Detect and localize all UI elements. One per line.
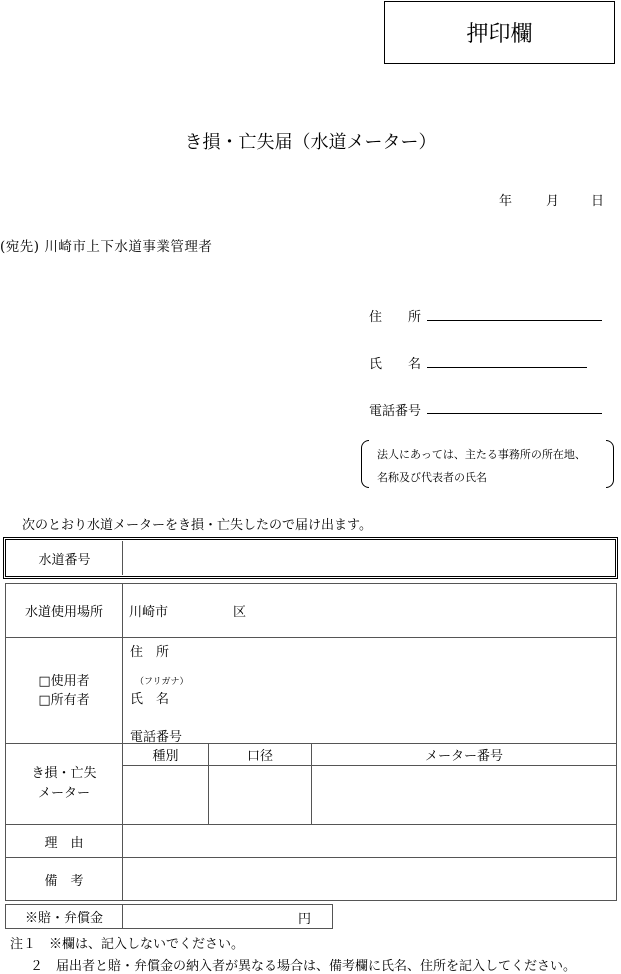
compensation-label bbox=[5, 904, 123, 929]
meter-col-type bbox=[122, 743, 209, 766]
usage-place-input[interactable] bbox=[122, 583, 617, 638]
applicant-name-field[interactable] bbox=[427, 367, 587, 368]
compensation-label-text: ※賠・弁償金 bbox=[24, 911, 103, 926]
party-furigana-label: （フリガナ） bbox=[135, 677, 189, 687]
applicant-phone-field[interactable] bbox=[427, 413, 602, 414]
applicant-address-field[interactable] bbox=[427, 320, 602, 321]
stamp-box-label: 押印欄 bbox=[466, 22, 533, 47]
meter-col-number-text: メーター番号 bbox=[424, 749, 503, 764]
meter-caliber-input[interactable] bbox=[208, 765, 312, 825]
meter-number-input[interactable] bbox=[311, 765, 617, 825]
party-details[interactable] bbox=[122, 637, 617, 744]
corporate-note bbox=[361, 440, 614, 488]
meter-col-caliber-text: 口径 bbox=[246, 749, 273, 764]
party-name-label: 氏 名 bbox=[130, 692, 170, 707]
remarks-label bbox=[5, 857, 123, 901]
meter-label-line1: き損・亡失 bbox=[31, 766, 97, 781]
reason-input[interactable] bbox=[122, 824, 617, 858]
usage-place-ward: 区 bbox=[233, 605, 247, 620]
date-year: 年 bbox=[499, 194, 513, 209]
party-option-user[interactable]: □使用者 bbox=[38, 673, 90, 689]
applicant-address-label: 住 所 bbox=[369, 310, 422, 325]
meter-label-line2: メーター bbox=[37, 786, 90, 801]
note-2: ２ 届出者と賠・弁償金の納入者が異なる場合は、備考欄に氏名、住所を記入してください。 bbox=[30, 959, 577, 974]
applicant-phone-label: 電話番号 bbox=[369, 404, 422, 419]
water-number-label bbox=[7, 541, 123, 575]
addressee: (宛先) 川崎市上下水道事業管理者 bbox=[0, 239, 213, 255]
compensation-input[interactable] bbox=[122, 904, 333, 929]
right-bracket bbox=[606, 440, 614, 488]
party-option-owner[interactable]: □所有者 bbox=[38, 692, 90, 708]
applicant-name-label: 氏 名 bbox=[369, 357, 422, 372]
water-number-label-text: 水道番号 bbox=[38, 552, 91, 568]
meter-col-type-text: 種別 bbox=[152, 749, 179, 764]
meter-type-input[interactable] bbox=[122, 765, 209, 825]
left-bracket bbox=[361, 440, 369, 488]
compensation-yen: 円 bbox=[298, 912, 312, 927]
meter-col-caliber bbox=[208, 743, 312, 766]
meter-label bbox=[5, 743, 123, 825]
corporate-note-line2: 名称及び代表者の氏名 bbox=[377, 471, 487, 484]
usage-place-label-text: 水道使用場所 bbox=[24, 605, 103, 620]
party-address-label: 住 所 bbox=[130, 645, 170, 660]
page-title: き損・亡失届（水道メーター） bbox=[184, 132, 437, 153]
usage-place-city: 川崎市 bbox=[129, 605, 169, 620]
remarks-label-text: 備 考 bbox=[44, 873, 84, 889]
meter-col-number bbox=[311, 743, 617, 766]
usage-place-label bbox=[5, 583, 123, 638]
stamp-box bbox=[384, 1, 615, 64]
corporate-note-line1: 法人にあっては、主たる事務所の所在地、 bbox=[377, 448, 586, 461]
reason-label-text: 理 由 bbox=[44, 835, 84, 851]
intro-text: 次のとおり水道メーターをき損・亡失したので届け出ます。 bbox=[22, 518, 372, 533]
date-day: 日 bbox=[591, 194, 605, 209]
party-label bbox=[5, 637, 123, 744]
remarks-input[interactable] bbox=[122, 857, 617, 901]
party-phone-label: 電話番号 bbox=[130, 730, 183, 745]
reason-label bbox=[5, 824, 123, 858]
water-number-input[interactable] bbox=[123, 541, 614, 575]
date-month: 月 bbox=[546, 194, 560, 209]
note-1: 注１ ※欄は、記入しないでください。 bbox=[10, 937, 245, 952]
